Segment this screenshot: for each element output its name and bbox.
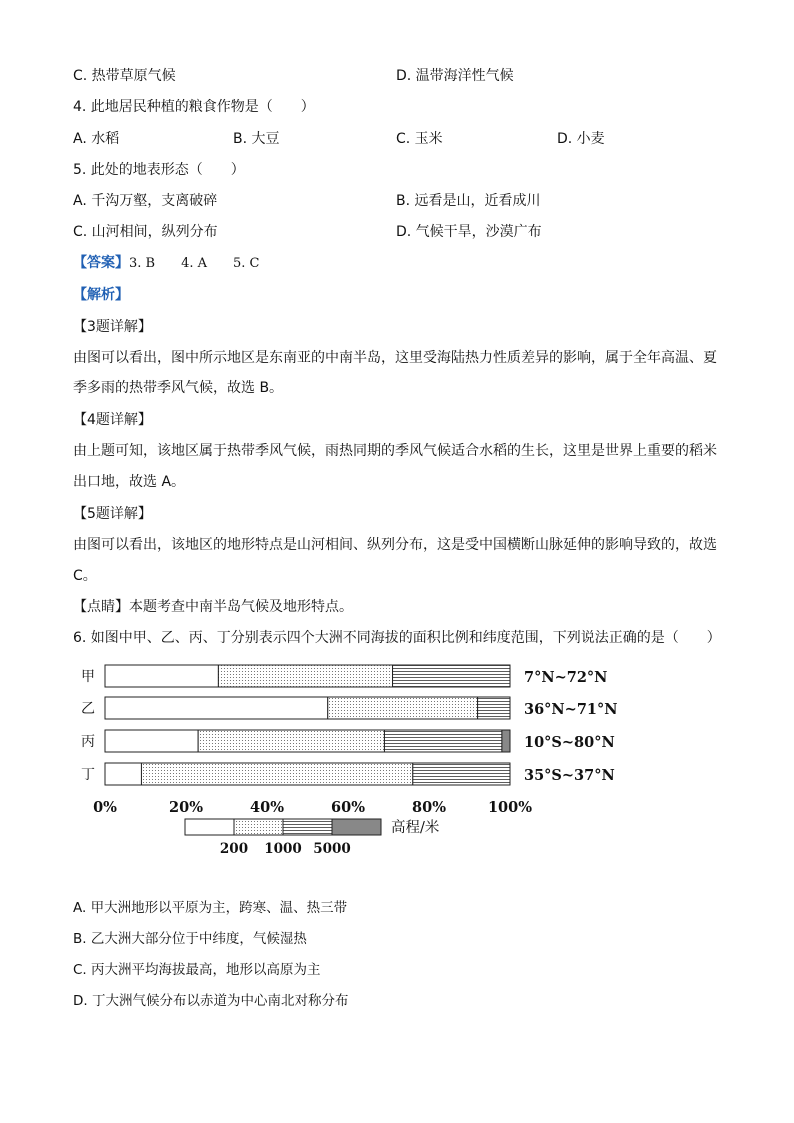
q4-stem: 4. 此地居民种植的粮食作物是（ ） xyxy=(73,99,315,115)
latitude-range-label: 36°N~71°N xyxy=(524,701,618,718)
bar-segment xyxy=(105,665,218,687)
detail3-title: 【3题详解】 xyxy=(73,319,152,335)
q5-option-a: A. 千沟万壑，支离破碎 xyxy=(73,193,218,209)
legend-label: 1000 xyxy=(264,841,302,857)
q5-option-d: D. 气候干旱，沙漠广布 xyxy=(396,224,542,240)
category-label: 丁 xyxy=(81,767,95,783)
latitude-range-label: 7°N~72°N xyxy=(524,669,608,686)
category-label: 丙 xyxy=(81,734,95,750)
q6-option-c: C. 丙大洲平均海拔最高，地形以高原为主 xyxy=(73,962,321,978)
legend-swatch xyxy=(283,819,332,835)
q3-option-c: C. 热带草原气候 xyxy=(73,68,176,84)
bar-segment xyxy=(141,763,412,785)
bar-segment xyxy=(478,697,510,719)
legend-swatch xyxy=(185,819,234,835)
q3-option-d: D. 温带海洋性气候 xyxy=(396,68,514,84)
bar-segment xyxy=(105,697,328,719)
answer-value: 3. B 4. A 5. C xyxy=(129,256,260,271)
legend-title: 高程/米 xyxy=(391,820,440,836)
x-tick-label: 40% xyxy=(250,799,284,816)
detail5-line1: 由图可以看出，该地区的地形特点是山河相间、纵列分布，这是受中国横断山脉延伸的影响导致的，故选 xyxy=(73,537,717,553)
legend-swatch xyxy=(332,819,381,835)
q5-option-b: B. 远看是山，近看成川 xyxy=(396,193,541,209)
detail3-line2: 季多雨的热带季风气候，故选 B。 xyxy=(73,380,284,396)
bar-segment xyxy=(218,665,392,687)
q5-stem: 5. 此处的地表形态（ ） xyxy=(73,162,245,178)
q6-stem: 6. 如图中甲、乙、丙、丁分别表示四个大洲不同海拔的面积比例和纬度范围，下列说法正确的是（ ） xyxy=(73,630,721,646)
bar-segment xyxy=(393,665,510,687)
comment-text: 本题考查中南半岛气候及地形特点。 xyxy=(129,599,353,615)
bar-segment xyxy=(502,730,510,752)
bar-segment xyxy=(105,730,198,752)
elevation-latitude-chart xyxy=(70,655,618,860)
answer-label: 【答案】 xyxy=(73,255,129,271)
category-label: 甲 xyxy=(81,669,95,685)
q4-option-a: A. 水稻 xyxy=(73,131,120,147)
x-tick-label: 100% xyxy=(487,799,533,816)
detail4-line2: 出口地，故选 A。 xyxy=(73,474,186,490)
q4-option-d: D. 小麦 xyxy=(557,131,605,147)
q6-option-d: D. 丁大洲气候分布以赤道为中心南北对称分布 xyxy=(73,993,349,1009)
latitude-range-label: 10°S~80°N xyxy=(524,734,615,751)
bar-segment xyxy=(413,763,510,785)
detail3-line1: 由图可以看出，图中所示地区是东南亚的中南半岛，这里受海陆热力性质差异的影响，属于全年高温、夏 xyxy=(73,350,717,366)
detail4-title: 【4题详解】 xyxy=(73,412,152,428)
x-tick-label: 0% xyxy=(93,799,117,816)
x-tick-label: 60% xyxy=(331,799,365,816)
bar-segment xyxy=(105,763,141,785)
x-tick-label: 20% xyxy=(169,799,203,816)
q6-option-a: A. 甲大洲地形以平原为主，跨寒、温、热三带 xyxy=(73,900,348,916)
legend-label: 200 xyxy=(219,841,249,857)
comment-row xyxy=(73,597,353,617)
latitude-range-label: 35°S~37°N xyxy=(524,767,615,784)
legend-label: 5000 xyxy=(313,841,351,857)
bar-segment xyxy=(198,730,384,752)
analysis-label: 【解析】 xyxy=(73,287,129,303)
bar-segment xyxy=(384,730,501,752)
q6-option-b: B. 乙大洲大部分位于中纬度，气候湿热 xyxy=(73,931,307,947)
x-tick-label: 80% xyxy=(412,799,446,816)
detail5-title: 【5题详解】 xyxy=(73,506,152,522)
legend-swatch xyxy=(234,819,283,835)
bar-segment xyxy=(328,697,478,719)
q4-option-c: C. 玉米 xyxy=(396,131,443,147)
q5-option-c: C. 山河相间，纵列分布 xyxy=(73,224,218,240)
q4-option-b: B. 大豆 xyxy=(233,131,280,147)
category-label: 乙 xyxy=(81,701,95,717)
answer-row xyxy=(73,253,260,274)
detail5-line2: C。 xyxy=(73,568,97,584)
detail4-line1: 由上题可知，该地区属于热带季风气候，雨热同期的季风气候适合水稻的生长，这里是世界上重要的稻米 xyxy=(73,443,717,459)
comment-label: 【点睛】 xyxy=(73,599,129,615)
